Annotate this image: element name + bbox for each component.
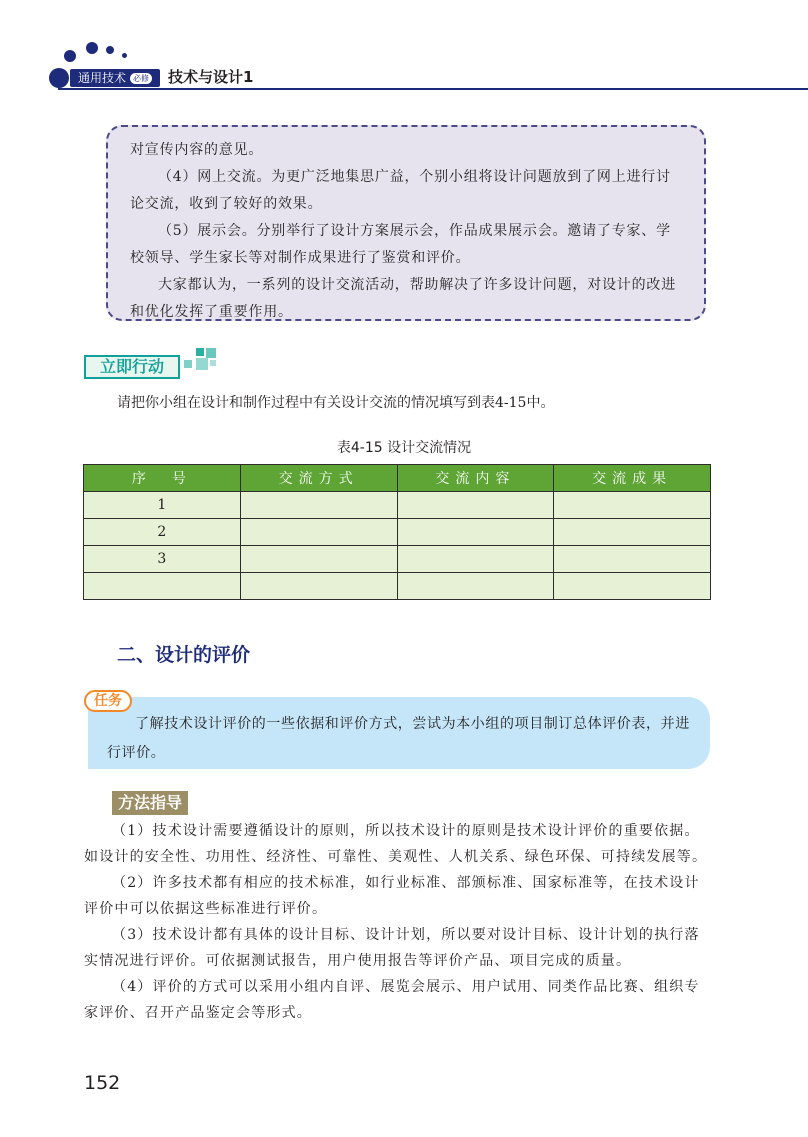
table-header-cell: 交流内容 [397, 465, 554, 492]
decor-square [206, 348, 216, 358]
decor-square [196, 358, 208, 370]
section-heading: 二、设计的评价 [117, 644, 251, 666]
header-dot-2 [86, 42, 98, 54]
table-cell [554, 519, 711, 546]
decor-square [184, 360, 192, 368]
table-cell [397, 492, 554, 519]
required-badge: 必修 [130, 73, 152, 84]
table-row [84, 519, 711, 546]
method-paragraph: （1）技术设计需要遵循设计的原则，所以技术设计的原则是技术设计评价的重要依据。如设计的安全性、功用性、经济性、可靠性、美观性、人机关系、绿色环保、可持续发展等。 [84, 823, 708, 865]
series-name: 通用技术 [78, 71, 127, 85]
table-row [84, 573, 711, 600]
method-paragraph: （4）评价的方式可以采用小组内自评、展览会展示、用户试用、同类作品比赛、组织专家评价、召开产品鉴定会等形式。 [84, 979, 700, 1021]
table-header-cell: 序 号 [84, 465, 241, 492]
case-paragraph: （4）网上交流。为更广泛地集思广益，个别小组将设计问题放到了网上进行讨论交流，收到了较好的效果。 [130, 169, 671, 212]
table-cell [554, 492, 711, 519]
case-paragraph: 对宣传内容的意见。 [130, 142, 264, 158]
decor-square [210, 360, 216, 366]
table-cell [240, 573, 397, 600]
header-dot-1 [64, 50, 76, 62]
header-dot-3 [106, 46, 114, 54]
page-number: 152 [84, 1072, 121, 1094]
action-instruction: 请把你小组在设计和制作过程中有关设计交流的情况填写到表4-15中。 [117, 395, 555, 411]
task-text: 了解技术设计评价的一些依据和评价方式，尝试为本小组的项目制订总体评价表，并进行评价。 [107, 716, 690, 761]
table-cell [84, 573, 241, 600]
table-cell [240, 492, 397, 519]
table-header-cell: 交流方式 [240, 465, 397, 492]
header-rule [58, 88, 808, 90]
decor-square [196, 348, 204, 356]
book-title: 技术与设计1 [168, 68, 254, 86]
method-paragraph: （2）许多技术都有相应的技术标准，如行业标准、部颁标准、国家标准等，在技术设计评价中可以依据这些标准进行评价。 [84, 875, 700, 917]
table-cell [397, 573, 554, 600]
table-cell [554, 573, 711, 600]
header-dot-large [49, 68, 69, 88]
task-label: 任务 [84, 690, 132, 712]
method-paragraph: （3）技术设计都有具体的设计目标、设计计划，所以要对设计目标、设计计划的执行落实情况进行评价。可依据测试报告，用户使用报告等评价产品、项目完成的质量。 [84, 927, 700, 969]
table-header-row [84, 465, 711, 492]
case-paragraph: 大家都认为，一系列的设计交流活动，帮助解决了许多设计问题，对设计的改进和优化发挥了重要作用。 [130, 277, 676, 320]
method-label: 方法指导 [112, 791, 188, 815]
table-cell: 1 [84, 492, 241, 519]
table-cell: 2 [84, 519, 241, 546]
table-cell [397, 519, 554, 546]
exchange-table [83, 464, 711, 600]
action-label: 立即行动 [84, 355, 180, 379]
table-cell [240, 546, 397, 573]
table-row [84, 492, 711, 519]
table-caption: 表4-15 设计交流情况 [336, 440, 472, 456]
series-tab [70, 69, 160, 87]
table-header-cell: 交流成果 [554, 465, 711, 492]
table-cell [554, 546, 711, 573]
case-paragraph: （5）展示会。分别举行了设计方案展示会，作品成果展示会。邀请了专家、学校领导、学生家长等对制作成果进行了鉴赏和评价。 [130, 223, 671, 266]
case-study-box [106, 125, 706, 321]
table-cell: 3 [84, 546, 241, 573]
table-cell [397, 546, 554, 573]
header-dot-4 [122, 53, 127, 58]
method-body [84, 818, 710, 1026]
table-row [84, 546, 711, 573]
table-cell [240, 519, 397, 546]
